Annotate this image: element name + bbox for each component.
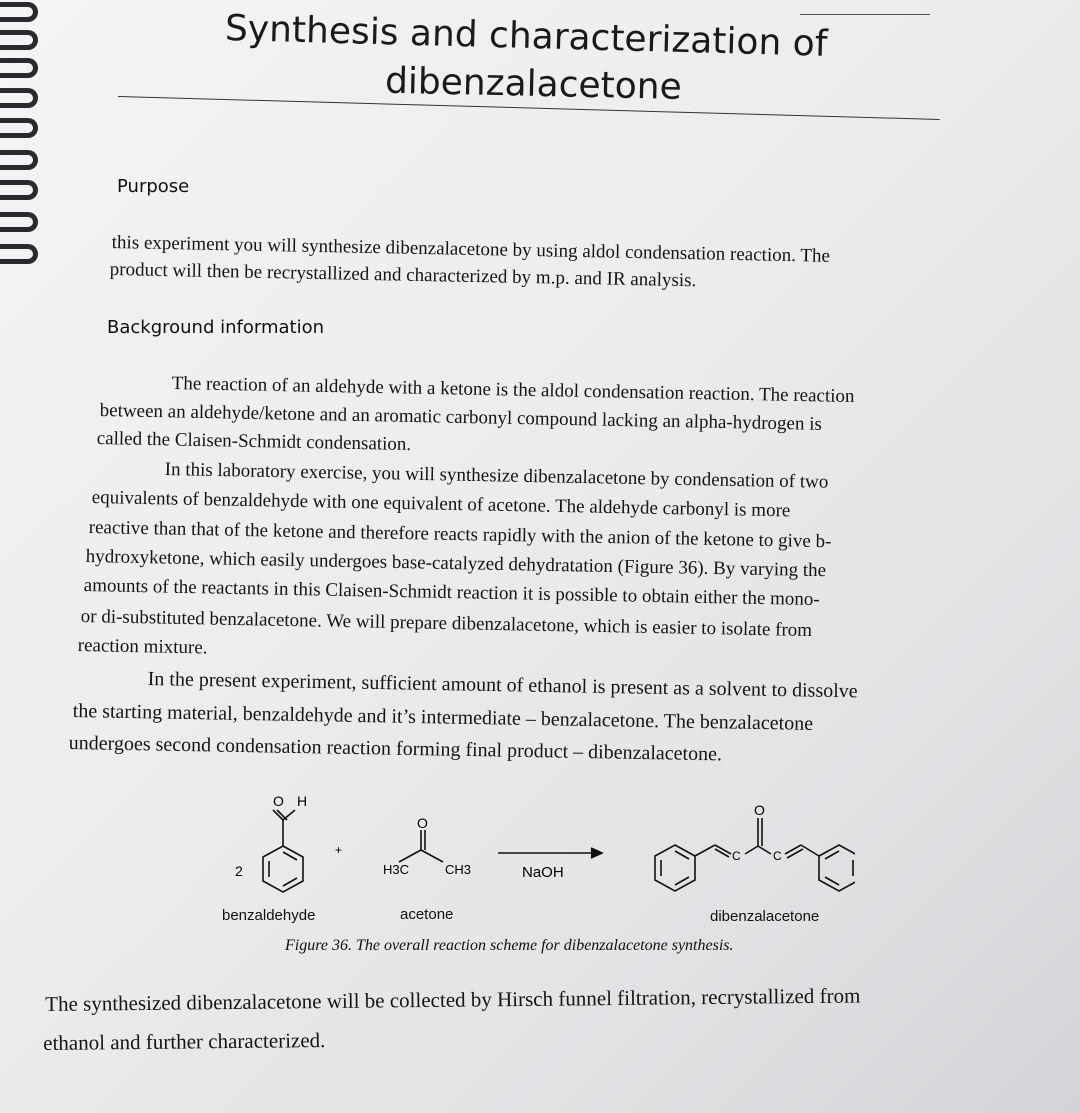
conclusion-line1: The synthesized dibenzalacetone will be collected by Hirsch funnel filtration, recrystallized from xyxy=(45,983,861,1016)
product-carbon-left: C xyxy=(732,849,741,863)
ketone-oxygen: O xyxy=(417,815,428,831)
background-line: hydroxyketone, which easily undergoes base-catalyzed dehydratation (Figure 36). By varying the xyxy=(85,545,827,582)
product-carbon-right: C xyxy=(773,849,782,863)
aldehyde-hydrogen: H xyxy=(297,793,308,809)
purpose-line2: product will then be recrystallized and characterized by m.p. and IR analysis. xyxy=(109,258,697,292)
conclusion-line2: ethanol and further characterized. xyxy=(43,1028,326,1055)
background-line: reaction mixture. xyxy=(77,634,208,659)
background-line: the starting material, benzaldehyde and it’s intermediate – benzalacetone. The benzalacetone xyxy=(72,699,814,735)
aldehyde-oxygen: O xyxy=(273,793,284,809)
background-line: In the present experiment, sufficient amount of ethanol is present as a solvent to dissolve xyxy=(147,667,858,703)
background-line: called the Claisen-Schmidt condensation. xyxy=(96,427,412,456)
background-line: amounts of the reactants in this Claisen-Schmidt reaction it is possible to obtain either the mono- xyxy=(83,574,820,611)
purpose-heading: Purpose xyxy=(117,176,190,197)
background-line: equivalents of benzaldehyde with one equivalent of acetone. The aldehyde carbonyl is more xyxy=(91,486,791,522)
background-line: The reaction of an aldehyde with a ketone is the aldol condensation reaction. The reaction xyxy=(171,372,855,408)
label-benzaldehyde: benzaldehyde xyxy=(222,907,316,924)
product-oxygen: O xyxy=(754,802,765,818)
plus-sign: + xyxy=(335,843,343,857)
coefficient: 2 xyxy=(235,863,243,879)
background-heading: Background information xyxy=(107,317,324,338)
background-line: or di-substituted benzalacetone. We will prepare dibenzalacetone, which is easier to isolate from xyxy=(80,605,813,642)
label-dibenzalacetone: dibenzalacetone xyxy=(710,908,820,925)
methyl-right: CH3 xyxy=(445,862,472,877)
spiral-binding xyxy=(0,0,44,280)
header-rule xyxy=(800,14,930,15)
background-line: between an aldehyde/ketone and an aromatic carbonyl compound lacking an alpha-hydrogen is xyxy=(99,399,823,435)
background-line: reactive than that of the ketone and therefore reacts rapidly with the anion of the ketone to give b- xyxy=(88,516,832,553)
reagent-naoh: NaOH xyxy=(522,864,564,881)
reaction-scheme xyxy=(215,790,855,960)
purpose-line1: this experiment you will synthesize dibenzalacetone by using aldol condensation reaction. The xyxy=(111,231,831,267)
methyl-left: H3C xyxy=(383,862,410,877)
background-line: In this laboratory exercise, you will synthesize dibenzalacetone by condensation of two xyxy=(164,458,829,493)
page-title-line1: Synthesis and characterization of xyxy=(224,8,828,65)
figure-caption: Figure 36. The overall reaction scheme for dibenzalacetone synthesis. xyxy=(285,937,734,954)
background-line: undergoes second condensation reaction forming final product – dibenzalacetone. xyxy=(68,731,723,766)
reaction-scheme-svg xyxy=(215,790,855,960)
label-acetone: acetone xyxy=(400,906,454,923)
page-title-line2: dibenzalacetone xyxy=(384,60,683,108)
